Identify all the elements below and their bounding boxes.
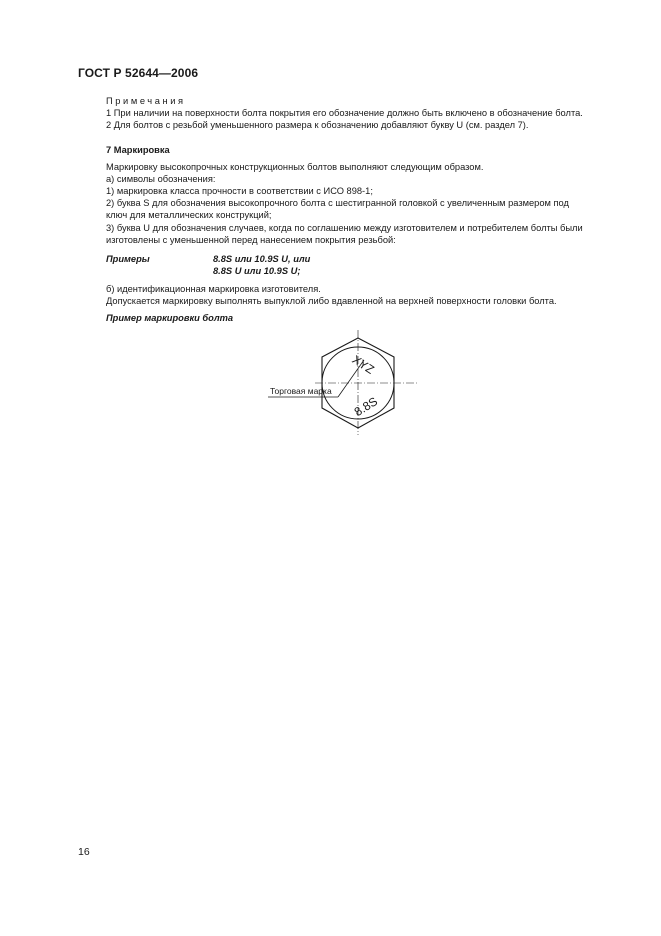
note-1: 1 При наличии на поверхности болта покрытия его обозначение должно быть включено в обозначение болта. (106, 108, 583, 118)
notes-heading: Примечания (106, 96, 186, 106)
document-header: ГОСТ Р 52644—2006 (78, 66, 199, 80)
list-item-b: б) идентификационная маркировка изготовителя. (106, 284, 321, 294)
section-heading: 7 Маркировка (106, 145, 170, 155)
section-intro: Маркировку высокопрочных конструкционных болтов выполняют следующим образом. (106, 162, 484, 172)
list-item-a3-line2: изготовлены с уменьшенной перед нанесением покрытия резьбой: (106, 235, 396, 245)
mark-manufacturer-text: XYZ (349, 352, 377, 377)
figure-title: Пример маркировки болта (106, 313, 234, 323)
list-item-a3-line1: 3) буква U для обозначения случаев, когда по соглашению между изготовителем и потребителем болты были (106, 223, 583, 233)
mark-strength-class-text: 8.8S (351, 394, 381, 420)
list-item-a: а) символы обозначения: (106, 174, 216, 184)
list-item-a1: 1) маркировка класса прочности в соответствии с ИСО 898-1; (106, 186, 373, 196)
note-2: 2 Для болтов с резьбой уменьшенного размера к обозначению добавляют букву U (см. раздел 7). (106, 120, 529, 130)
bolt-marking-figure (265, 330, 435, 435)
examples-label: Примеры (106, 254, 150, 264)
allowed-text: Допускается маркировку выполнять выпуклой либо вдавленной на верхней поверхности головки болта. (106, 296, 557, 306)
list-item-a2-line1: 2) буква S для обозначения высокопрочного болта с шестигранной головкой с увеличенным размером под (106, 198, 569, 208)
example-1: 8.8S или 10.9S U, или (213, 254, 311, 264)
page-number: 16 (78, 846, 90, 858)
list-item-a2-line2: ключ для металлических конструкций; (106, 210, 272, 220)
trademark-label: Торговая марка (270, 386, 332, 396)
example-2: 8.8S U или 10.9S U; (213, 266, 301, 276)
